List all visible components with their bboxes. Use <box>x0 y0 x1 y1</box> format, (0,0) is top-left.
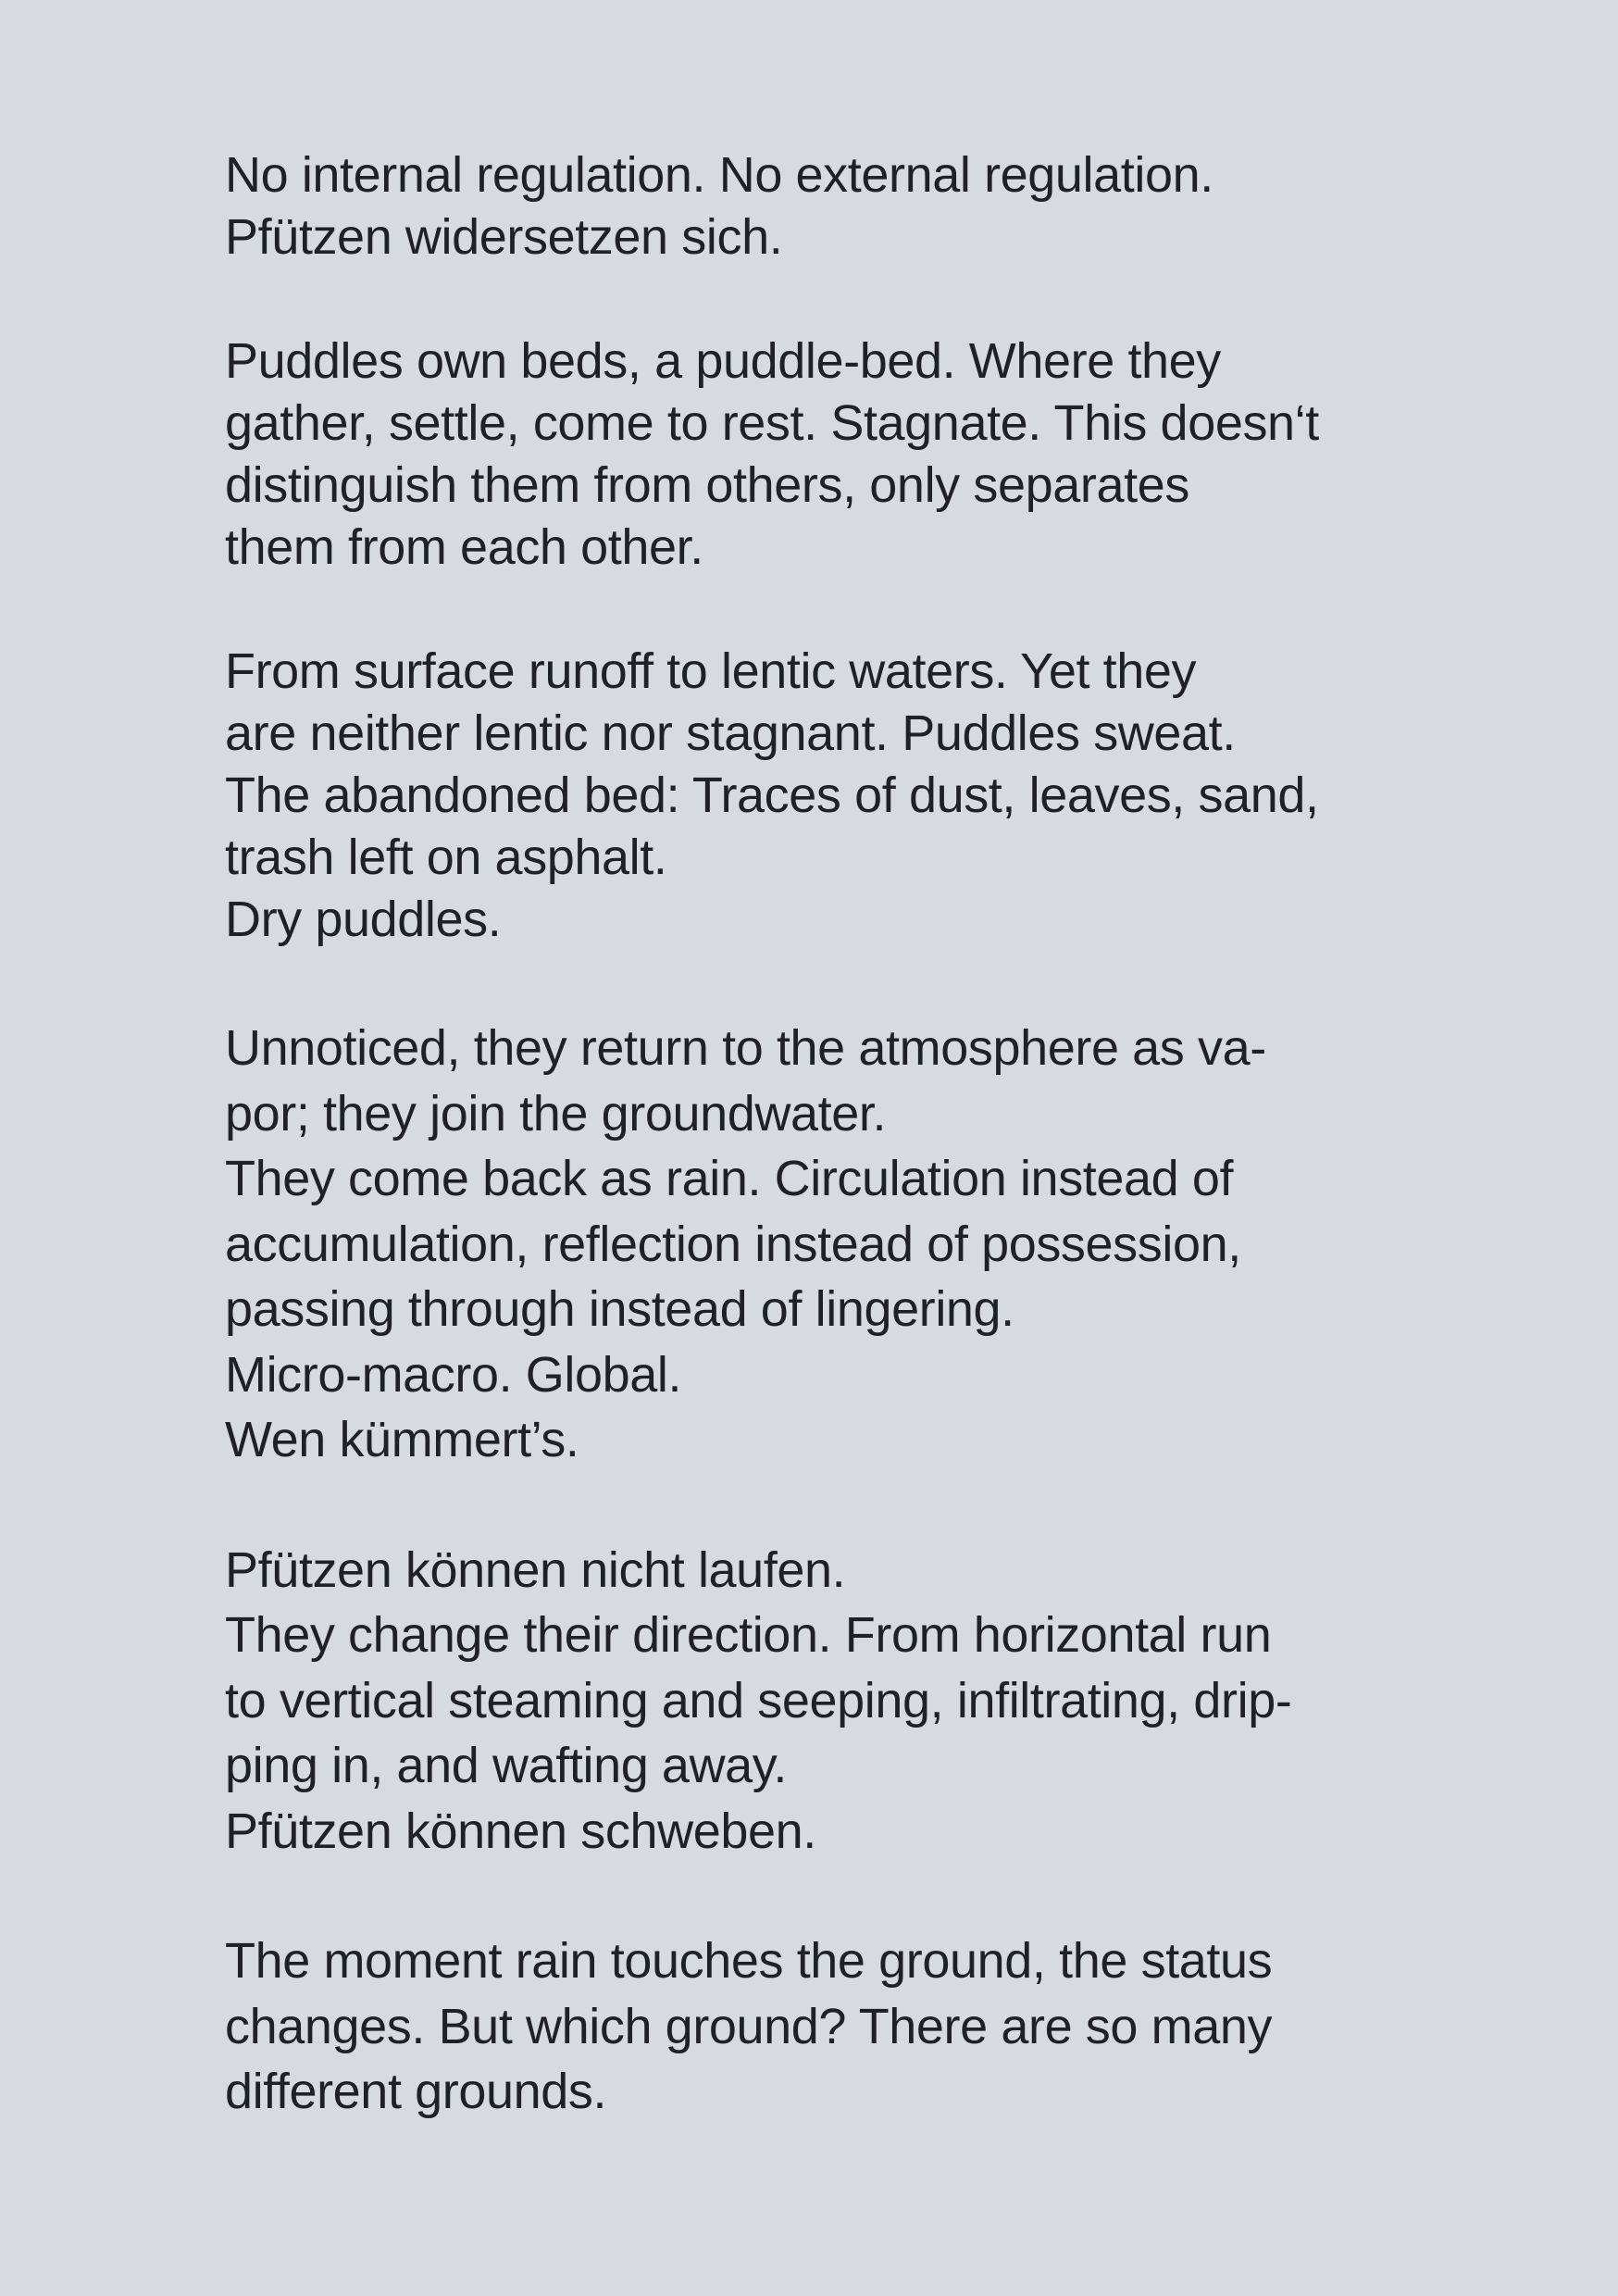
text-line: Pfützen können nicht laufen. <box>225 1541 846 1598</box>
text-line: different grounds. <box>225 2064 607 2119</box>
text-line: accumulation, reflection instead of possession, <box>225 1216 1241 1272</box>
text-line: trash left on asphalt. <box>225 830 667 885</box>
paragraph-4 <box>225 1016 1447 1473</box>
text-line: distinguish them from others, only separates <box>225 457 1189 513</box>
paragraph-3 <box>225 641 1447 951</box>
paragraph-5 <box>225 1538 1447 1865</box>
text-line: Puddles own beds, a puddle-bed. Where they <box>225 333 1221 389</box>
text-line: gather, settle, come to rest. Stagnate. This doesn‘t <box>225 395 1319 451</box>
paragraph-1 <box>225 144 1447 268</box>
text-line: No internal regulation. No external regulation. <box>225 147 1214 203</box>
text-line: They change their direction. From horizontal run <box>225 1607 1272 1663</box>
text-line: The moment rain touches the ground, the status <box>225 1933 1273 1989</box>
text-line: them from each other. <box>225 519 703 575</box>
paragraph-6 <box>225 1928 1447 2125</box>
text-line: They come back as rain. Circulation instead of <box>225 1151 1234 1206</box>
text-line: to vertical steaming and seeping, infiltrating, drip- <box>225 1672 1292 1728</box>
text-line: From surface runoff to lentic waters. Yet they <box>225 643 1197 699</box>
text-line: Dry puddles. <box>225 892 502 947</box>
text-line: The abandoned bed: Traces of dust, leaves, sand, <box>225 767 1319 823</box>
text-line: ping in, and wafting away. <box>225 1738 787 1793</box>
text-line: Micro-macro. Global. <box>225 1346 682 1403</box>
text-line: Unnoticed, they return to the atmosphere as va- <box>225 1020 1266 1076</box>
text-line: Wen kümmert’s. <box>225 1412 579 1467</box>
text-line: Pfützen widersetzen sich. <box>225 209 783 265</box>
text-page <box>225 144 1447 2125</box>
text-line: passing through instead of lingering. <box>225 1281 1014 1337</box>
text-line: por; they join the groundwater. <box>225 1085 887 1142</box>
paragraph-2 <box>225 331 1447 579</box>
text-line: changes. But which ground? There are so many <box>225 1998 1273 2054</box>
text-line: are neither lentic nor stagnant. Puddles sweat. <box>225 705 1236 761</box>
text-line: Pfützen können schweben. <box>225 1803 816 1859</box>
